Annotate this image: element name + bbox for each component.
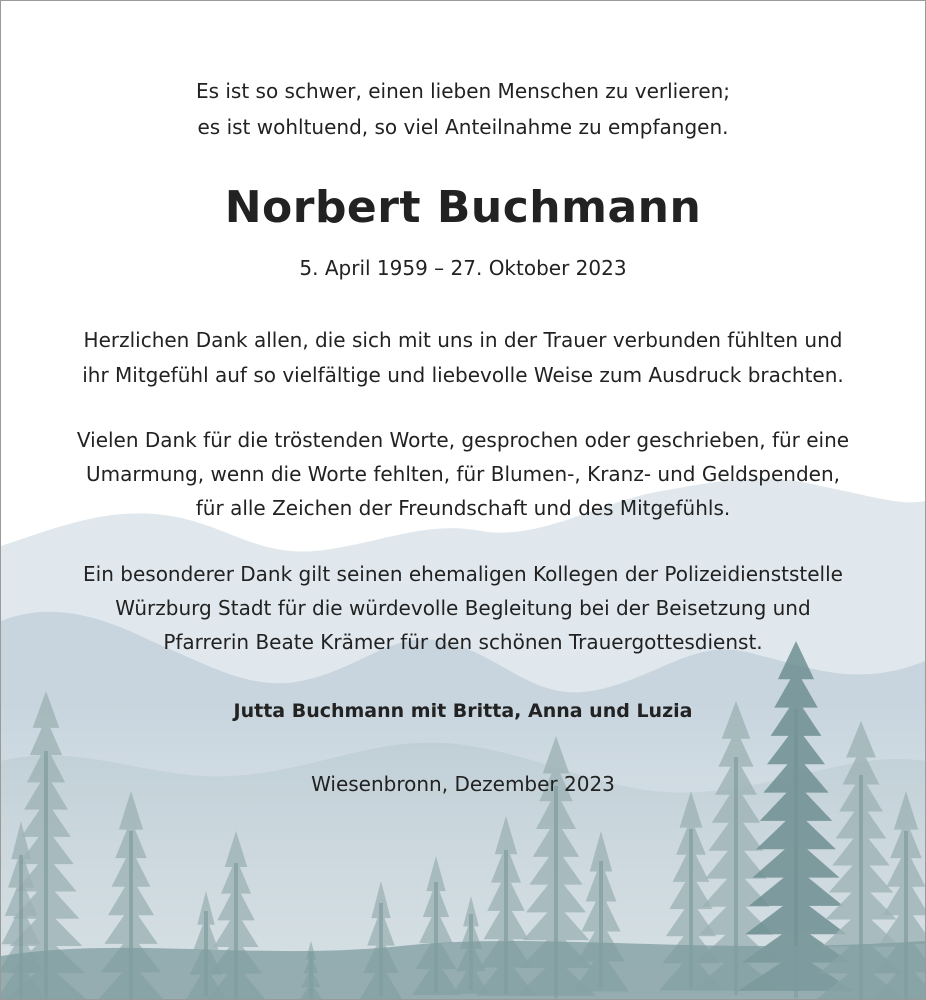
deceased-name: Norbert Buchmann — [224, 182, 702, 233]
thanks-p2-line-3: für alle Zeichen der Freundschaft und des Mitgefühls. — [195, 496, 731, 520]
motto-line-1: Es ist so schwer, einen lieben Menschen zu verlieren; — [195, 79, 731, 103]
place-and-date: Wiesenbronn, Dezember 2023 — [311, 772, 615, 796]
thanks-p2-line-2: Umarmung, wenn die Worte fehlten, für Blumen-, Kranz- und Geldspenden, — [85, 462, 841, 486]
thanks-p1-line-1: Herzlichen Dank allen, die sich mit uns in der Trauer verbunden fühlten und — [83, 328, 843, 352]
thanks-p1-line-2: ihr Mitgefühl auf so vielfältige und liebevolle Weise zum Ausdruck brachten. — [82, 363, 844, 387]
life-dates: 5. April 1959 – 27. Oktober 2023 — [299, 256, 627, 280]
thanks-p2-line-1: Vielen Dank für die tröstenden Worte, gesprochen oder geschrieben, für eine — [76, 428, 850, 452]
thanks-p3-line-2: Würzburg Stadt für die würdevolle Begleitung bei der Beisetzung und — [115, 596, 811, 620]
thanks-p3-line-3: Pfarrerin Beate Krämer für den schönen Trauergottesdienst. — [163, 630, 763, 654]
motto-line-2: es ist wohltuend, so viel Anteilnahme zu empfangen. — [197, 115, 729, 139]
family-signature: Jutta Buchmann mit Britta, Anna und Luzia — [233, 700, 693, 722]
thanks-p3-line-1: Ein besonderer Dank gilt seinen ehemaligen Kollegen der Polizeidienststelle — [83, 562, 843, 586]
forest-floor — [1, 941, 925, 999]
